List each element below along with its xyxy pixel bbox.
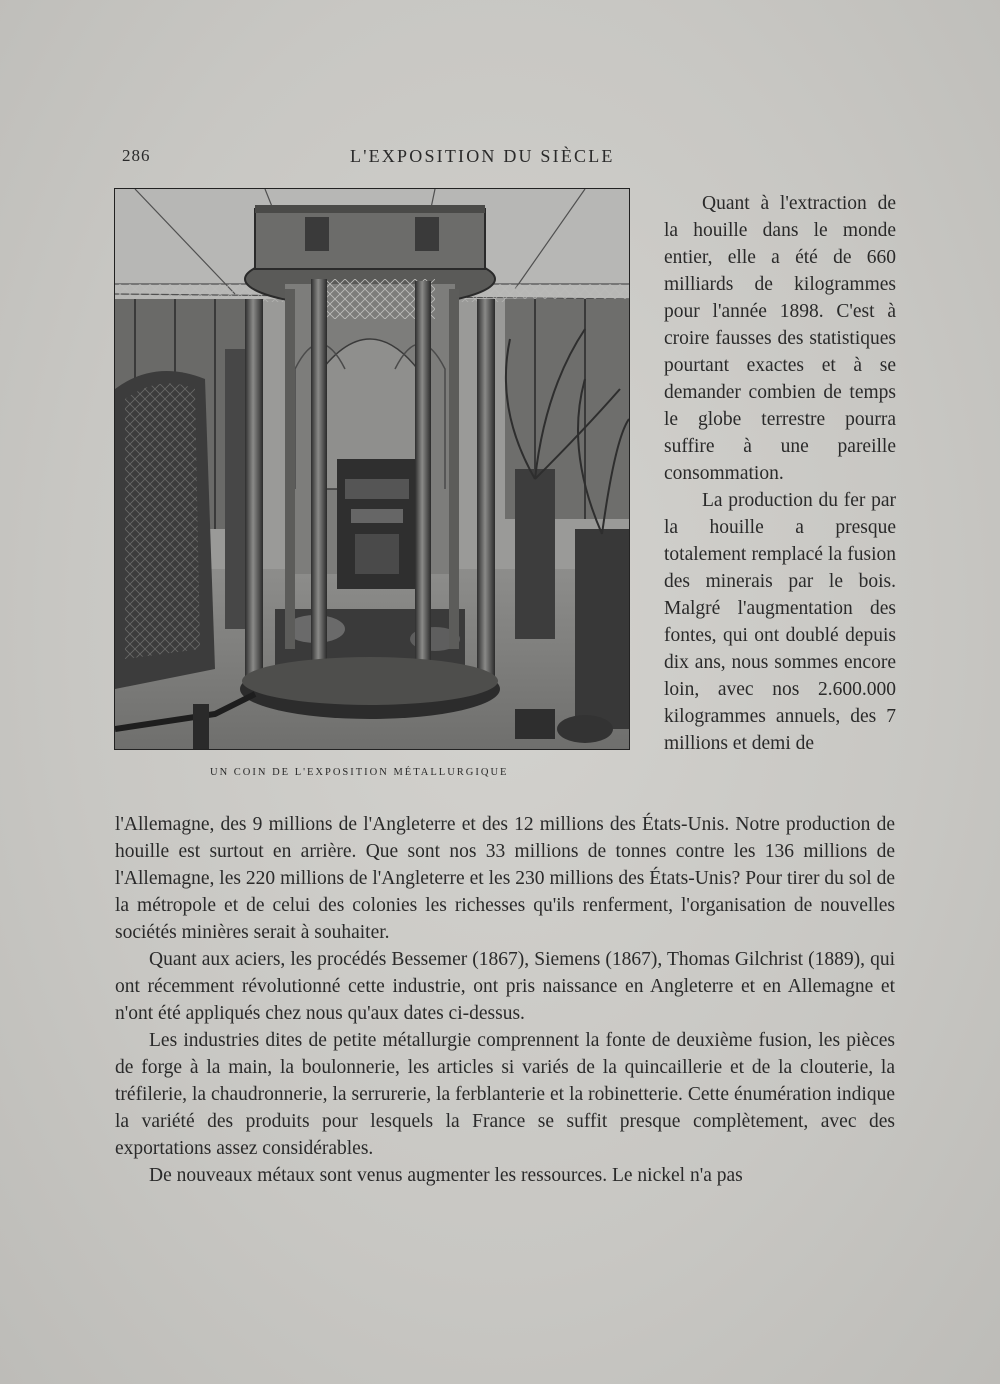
paragraph: La production du fer par la houille a presque totalement remplacé la fusion des minerais par le bois. Malgré l'augmentation des fontes, qui ont doublé depuis dix ans, nous sommes encore loin, avec nos 2.600.000 kilogrammes annuels, des 7 millions et demi de: [664, 490, 896, 754]
paragraph: Quant aux aciers, les procédés Bessemer (1867), Siemens (1867), Thomas Gilchrist (1889), qui ont récemment révolutionné cette industrie, ont pris naissance en Angleterre et en Allemagne et n'ont été appliqués chez nous qu'aux dates ci-dessus.: [115, 949, 895, 1024]
photograph-metallurgy-exhibit: [114, 188, 630, 750]
page-number: 286: [122, 146, 151, 165]
paragraph: Quant à l'extraction de la houille dans le monde entier, elle a été de 660 milliards de kilogrammes pour l'année 1898. C'est à croire fausses des statistiques pourtant exactes et à se demander combien de temps le globe terrestre pourra suffire à une pareille consommation.: [664, 193, 896, 484]
figure-caption: UN COIN DE L'EXPOSITION MÉTALLURGIQUE: [210, 767, 509, 778]
running-title: L'EXPOSITION DU SIÈCLE: [350, 146, 615, 166]
side-column: [664, 190, 896, 757]
photograph-illustration: [115, 189, 629, 749]
main-column: [115, 811, 895, 1189]
paragraph: De nouveaux métaux sont venus augmenter les ressources. Le nickel n'a pas: [149, 1165, 743, 1186]
paragraph: Les industries dites de petite métallurgie comprennent la fonte de deuxième fusion, les pièces de forge à la main, la boulonnerie, les articles si variés de la quincaillerie et de la clouterie, la tréfilerie, la chaudronnerie, la serrurerie, la ferblanterie et la robinetterie. Cette énumération indique la variété des produits pour lesquels la France se suffit presque complètement, avec des exportations assez considérables.: [115, 1030, 895, 1159]
paragraph: l'Allemagne, des 9 millions de l'Angleterre et des 12 millions des États-Unis. Notre production de houille est surtout en arrière. Que sont nos 33 millions de tonnes contre les 136 millions de l'Allemagne, les 220 millions de l'Angleterre et les 230 millions des États-Unis? Pour tirer du sol de la métropole et de celui des colonies les richesses qu'ils renferment, l'organisation de nouvelles sociétés minières serait à souhaiter.: [115, 814, 895, 943]
running-header: [120, 146, 900, 172]
